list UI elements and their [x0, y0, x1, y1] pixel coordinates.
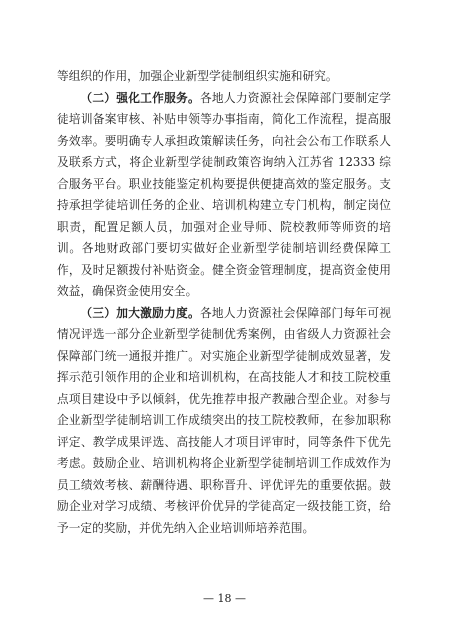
- section-increase-incentives: [57, 303, 391, 540]
- page-number: — 18 —: [203, 592, 246, 605]
- document-body: [57, 66, 391, 539]
- section-heading-incentives: （三）加大激励力度。: [80, 305, 200, 320]
- paragraph-continuation: 等组织的作用，加强企业新型学徒制组织实施和研究。: [57, 69, 338, 83]
- section-body-incentives: 各地人力资源社会保障部门每年可视情况评选一部分企业新型学徒制优秀案例，由省级人力资源社会保障部门统一通报并推广。对实施企业新型学徒制成效显著，发挥示范引领作用的企业和培训机构，在高技能人才和技工院校重点项目建设中予以倾斜，优先推荐申报产教融合型企业。对参与企业新型学徒制培训工作成绩突出的技工院校教师，在参加职称评定、教学成果评选、高技能人才项目评审时，同等条件下优先考虑。鼓励企业、培训机构将企业新型学徒制培训工作成效作为员工绩效考核、薪酬待遇、职称晋升、评优评先的重要依据。鼓励企业对学习成绩、考核评价优异的学徒高定一级技能工资，给予一定的奖励，并优先纳入企业培训师培养范围。: [57, 305, 391, 535]
- section-body-service: 各地人力资源社会保障部门要制定学徒培训备案审核、补贴申领等办事指南，简化工作流程，提高服务效率。要明确专人承担政策解读任务，向社会公布工作联系人及联系方式，将企业新型学徒制政策咨询纳入江苏省 12333 综合服务平台。职业技能鉴定机构要提供便捷高效的鉴定服务。支持承担学徒培训任务的企业、培训机构建立专门机构，制定岗位职责，配置足额人员，加强对企业导师、院校教师等师资的培训。各地财政部门要切实做好企业新型学徒制培训经费保障工作，及时足额拨付补贴资金。健全资金管理制度，提高资金使用效益，确保资金使用安全。: [57, 90, 391, 298]
- section-heading-service: （二）强化工作服务。: [80, 90, 200, 105]
- section-strengthen-service: [57, 88, 391, 303]
